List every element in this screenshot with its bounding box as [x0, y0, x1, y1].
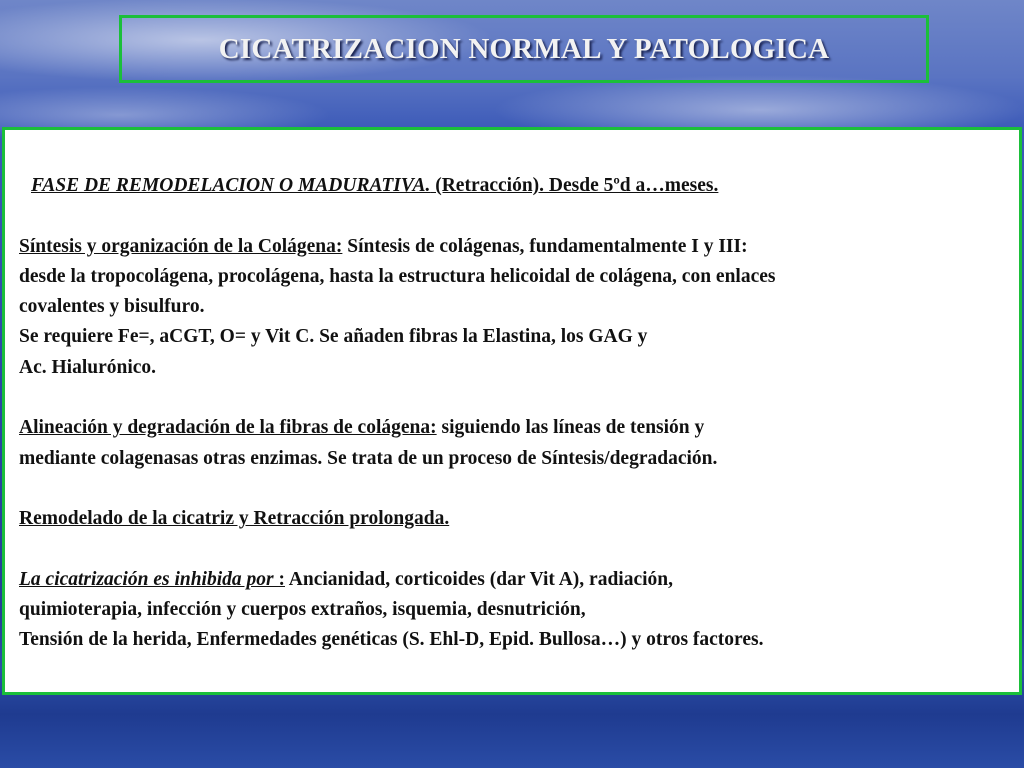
sintesis-text-1: Síntesis de colágenas, fundamentalmente I y III:: [342, 235, 748, 257]
remodelado-text: Remodelado de la cicatriz y Retracción prolongada.: [19, 508, 450, 530]
sintesis-line-5: Ac. Hialurónico.: [19, 356, 157, 378]
phase-line: [19, 171, 1019, 201]
inhibida-line-2: quimioterapia, infección y cuerpos extraños, isquemia, desnutrición,: [19, 599, 586, 621]
sintesis-line-2: desde la tropocolágena, procolágena, hasta la estructura helicoidal de colágena, con enlaces: [19, 265, 776, 287]
inhibida-label: La cicatrización es inhibida por: [19, 568, 279, 590]
inhibida-text-1: Ancianidad, corticoides (dar Vit A), radiación,: [284, 568, 674, 590]
alineacion-text-1: siguiendo las líneas de tensión y: [436, 417, 705, 439]
alineacion-line-1: [19, 413, 1019, 443]
sintesis-line-3: covalentes y bisulfuro.: [19, 296, 205, 318]
blank-line: [19, 535, 1019, 565]
sintesis-line-1: [19, 232, 1019, 262]
phase-heading: FASE DE REMODELACION O MADURATIVA.: [31, 175, 431, 196]
content-box: [2, 127, 1022, 695]
sintesis-label: Síntesis y organización de la Colágena:: [19, 235, 343, 257]
blank-line: [19, 201, 1019, 231]
phase-detail: (Retracción). Desde 5ºd a…meses.: [430, 175, 719, 196]
inhibida-line-1: [19, 565, 1019, 595]
blank-line: [19, 383, 1019, 413]
inhibida-colon: :: [278, 568, 285, 590]
slide-title: CICATRIZACION NORMAL Y PATOLOGICA: [218, 32, 830, 65]
alineacion-line-2: mediante colagenasas otras enzimas. Se trata de un proceso de Síntesis/degradación.: [19, 447, 718, 469]
alineacion-label: Alineación y degradación de la fibras de colágena:: [19, 417, 437, 439]
slide-content: [19, 171, 1019, 656]
sintesis-line-4: Se requiere Fe=, aCGT, O= y Vit C. Se añaden fibras la Elastina, los GAG y: [19, 326, 648, 348]
blank-line: [19, 474, 1019, 504]
remodelado-line: [19, 504, 1019, 534]
title-box: [119, 15, 929, 83]
inhibida-line-3: Tensión de la herida, Enfermedades genéticas (S. Ehl-D, Epid. Bullosa…) y otros factores.: [19, 629, 764, 651]
